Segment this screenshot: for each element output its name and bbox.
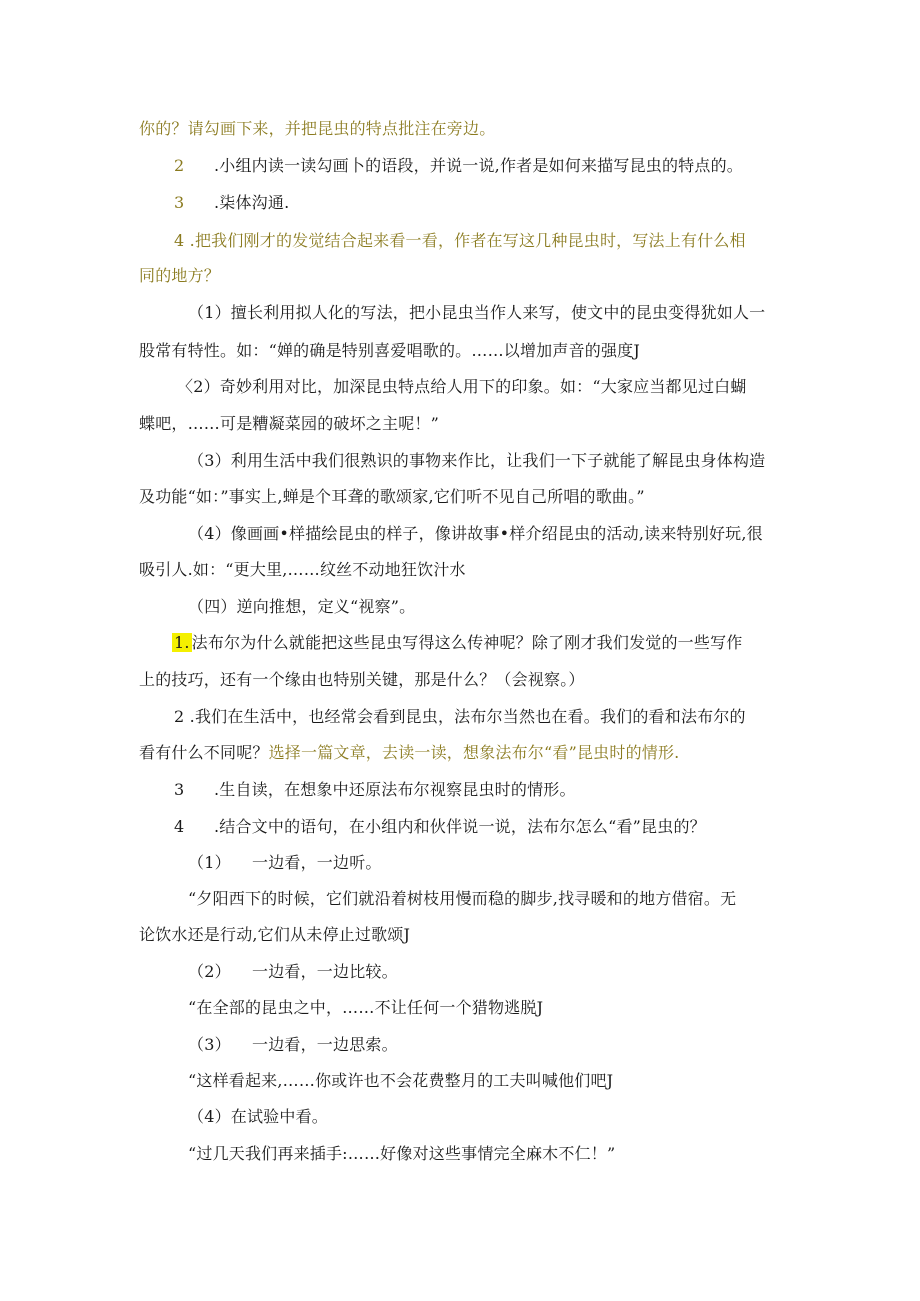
text-span: （1）擅长利用拟人化的写法，把小昆虫当作人来写，使文中的昆虫变得犹如人一 — [188, 303, 766, 322]
paragraph-line — [139, 266, 220, 286]
list-text: .生自读，在想象中还原法布尔视察昆虫时的情形。 — [214, 780, 576, 799]
paragraph-line — [177, 377, 747, 397]
paragraph-line — [174, 707, 746, 727]
list-number: 3 — [174, 193, 185, 212]
paragraph-line — [188, 303, 765, 323]
text-span: “在全部的昆虫之中，……不让任何一个猎物逃脱J — [188, 998, 544, 1017]
text-span: “夕阳西下的时候，它们就沿着树枝用慢而稳的脚步,找寻暖和的地方借宿。无 — [188, 889, 737, 908]
text-span: “这样看起来,……你或许也不会花费整月的工夫叫喊他们吧J — [188, 1071, 614, 1090]
sub-item-3 — [188, 1035, 398, 1055]
quote-line — [188, 889, 736, 909]
sub-item-1 — [188, 853, 382, 873]
text-span: 及功能“如：”事实上,蝉是个耳聋的歌颂家,它们听不见自己所唱的歌曲。” — [139, 487, 645, 506]
quote-line — [188, 998, 543, 1018]
sub-text: 一边看，一边思索。 — [252, 1035, 398, 1054]
text-span: 2 .我们在生活中，也经常会看到昆虫，法布尔当然也在看。我们的看和法布尔的 — [174, 707, 746, 726]
list-text: .小组内读一读勾画卜的语段，并说一说,作者是如何来描写昆虫的特点的。 — [214, 156, 743, 175]
list-text: .结合文中的语句，在小组内和伙伴说一说，法布尔怎么“看”昆虫的？ — [214, 817, 706, 836]
text-span: （四）逆向推想，定义“视察”。 — [188, 597, 416, 616]
text-span-highlighted: 选择一篇文章，去读一读，想象法布尔“看”昆虫时的情形. — [268, 743, 680, 762]
text-span: 〈2）奇妙利用对比，加深昆虫特点给人用下的印象。如：“大家应当都见过白蝴 — [177, 377, 747, 396]
list-number: 3 — [174, 780, 185, 799]
sub-number: （1） — [188, 853, 231, 872]
sub-item-4 — [188, 1107, 328, 1127]
paragraph-line — [188, 524, 763, 544]
list-text: .柒体沟通. — [214, 193, 290, 212]
sub-item-2 — [188, 962, 398, 982]
paragraph-line — [139, 414, 439, 434]
paragraph-line — [139, 670, 585, 690]
text-span: 你的？请勾画下来，并把昆虫的特点批注在旁边。 — [139, 119, 496, 138]
text-span: 4 .把我们刚才的发觉结合起来看一看，作者在写这几种昆虫时，写法上有什么相 — [174, 231, 746, 250]
quote-line — [188, 1071, 613, 1091]
text-span: 吸引人.如：“更大里,……纹丝不动地狂饮汁水 — [139, 560, 466, 579]
text-span: 股常有特性。如：“婵的确是特别喜爱唱歌的。……以增加声音的强度J — [139, 341, 640, 360]
paragraph-line — [139, 341, 640, 361]
list-item-3 — [174, 193, 289, 213]
paragraph-line — [188, 451, 765, 471]
list-item-1 — [172, 633, 742, 653]
paragraph-line — [139, 487, 645, 507]
paragraph-line — [139, 743, 679, 763]
paragraph-line — [139, 560, 466, 580]
list-item-3b — [174, 780, 576, 800]
text-span: 看有什么不同呢？ — [139, 743, 269, 762]
text-span: 蝶吧，……可是糟凝菜园的破坏之主呢！” — [139, 414, 439, 433]
text-span: （4）在试验中看。 — [188, 1107, 328, 1126]
sub-text: 一边看，一边听。 — [252, 853, 382, 872]
list-number: 4 — [174, 817, 185, 836]
text-span: 同的地方？ — [139, 266, 221, 285]
list-item-4b — [174, 817, 706, 837]
paragraph-line — [139, 119, 495, 139]
text-span: 论饮水还是行动,它们从未停止过歌颂J — [139, 925, 411, 944]
list-text: 法布尔为什么就能把这些昆虫写得这么传神呢？除了刚才我们发觉的一些写作 — [191, 633, 743, 652]
text-span: 上的技巧，还有一个缘由也特别关键，那是什么？（会视察。） — [139, 670, 585, 689]
paragraph-line — [174, 231, 746, 251]
highlighted-number: 1. — [174, 633, 190, 652]
list-item-2 — [174, 156, 743, 176]
sub-number: （3） — [188, 1035, 231, 1054]
text-span: “过几天我们再来插手:……好像对这些事情完全麻木不仁！” — [188, 1144, 616, 1163]
section-heading — [188, 597, 415, 617]
sub-text: 一边看，一边比较。 — [252, 962, 398, 981]
list-number: 2 — [174, 156, 185, 175]
sub-number: （2） — [188, 962, 231, 981]
quote-line — [139, 925, 410, 945]
quote-line — [188, 1144, 615, 1164]
text-span: （4）像画画•样描绘昆虫的样子，像讲故事•样介绍昆虫的活动,读来特别好玩,很 — [188, 524, 763, 543]
text-span: （3）利用生活中我们很熟识的事物来作比，让我们一下子就能了解昆虫身体构造 — [188, 451, 766, 470]
